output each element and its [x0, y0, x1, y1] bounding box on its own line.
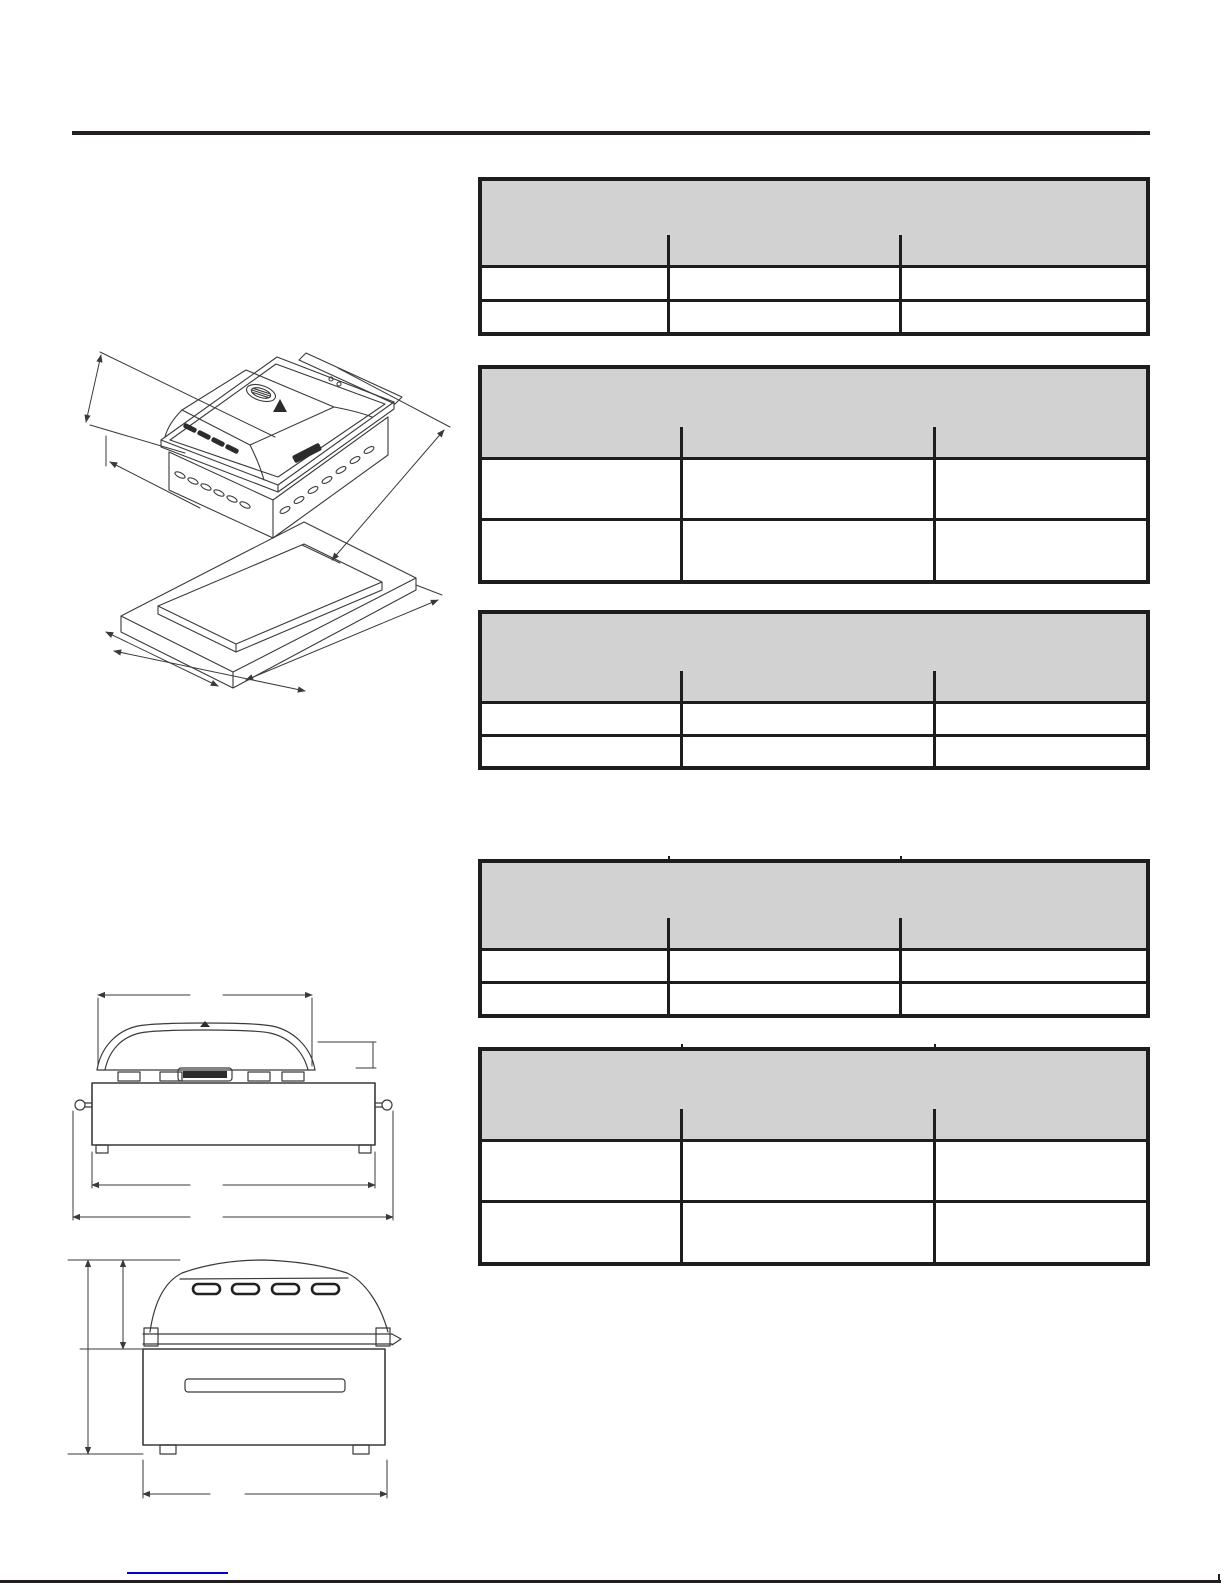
table-cell — [936, 521, 1146, 580]
front-view-drawing — [60, 980, 400, 1242]
table-row — [482, 268, 1146, 302]
table-header-text — [482, 181, 1146, 265]
screw-icon — [337, 382, 341, 386]
lid-apex-mark — [200, 1021, 210, 1027]
header-column-divider — [680, 671, 683, 701]
table-cell — [902, 951, 1146, 981]
table-row — [482, 460, 1146, 521]
oval-vent-cap-icon — [244, 381, 277, 405]
table-cell — [936, 704, 1146, 734]
bottom-rule-end-tick — [1218, 1574, 1220, 1580]
table-cell — [482, 704, 683, 734]
handle-slot — [185, 1379, 345, 1392]
table-cell — [482, 737, 683, 766]
table-header-text — [482, 614, 1146, 701]
dimension-lines — [73, 1111, 393, 1220]
table-cell — [936, 1142, 1146, 1200]
flange-band — [143, 1328, 401, 1346]
table-header — [482, 369, 1146, 460]
feet — [160, 1445, 369, 1454]
table-cell — [902, 984, 1146, 1014]
grill-lid — [165, 370, 372, 480]
table-cell — [683, 704, 936, 734]
lid-profile — [150, 1260, 388, 1332]
table-cell — [936, 737, 1146, 766]
table-cell — [902, 268, 1146, 299]
column-tick-mark — [681, 1044, 683, 1051]
spec-table-4 — [478, 859, 1150, 1018]
table-row — [482, 951, 1146, 984]
lid-dome — [97, 1021, 315, 1070]
handle — [183, 1071, 227, 1078]
header-column-divider — [933, 671, 936, 701]
spec-table-5 — [478, 1047, 1150, 1266]
table-cell — [936, 460, 1146, 518]
table-cell — [670, 302, 902, 332]
lid-vent-slots — [193, 1284, 339, 1294]
table-cell — [683, 1203, 936, 1262]
column-tick-mark — [900, 856, 902, 863]
table-cell — [670, 984, 902, 1014]
side-spout — [392, 1334, 401, 1345]
table-cell — [482, 1203, 683, 1262]
table-header — [482, 181, 1146, 268]
lid-vent-slots — [183, 423, 240, 455]
table-cell — [936, 1203, 1146, 1262]
table-header-text — [482, 1051, 1146, 1139]
table-row — [482, 984, 1146, 1014]
header-column-divider — [680, 427, 683, 457]
spec-table-1 — [478, 177, 1150, 336]
footer-link[interactable] — [127, 1572, 228, 1574]
table-cell — [482, 302, 670, 332]
table-cell — [683, 1142, 936, 1200]
table-row — [482, 521, 1146, 580]
column-tick-mark — [668, 856, 670, 863]
table-cell — [482, 268, 670, 299]
grill-body — [143, 1349, 385, 1445]
table-header — [482, 863, 1146, 951]
table-row — [482, 737, 1146, 766]
header-column-divider — [667, 918, 670, 948]
table-cell — [482, 460, 683, 518]
isometric-cutout-drawing — [70, 333, 455, 695]
table-header-text — [482, 863, 1146, 948]
table-cell — [683, 737, 936, 766]
feet — [96, 1145, 371, 1153]
table-cell — [482, 521, 683, 580]
lid-height-dimension — [318, 1042, 376, 1068]
table-header — [482, 1051, 1146, 1142]
table-cell — [482, 984, 670, 1014]
header-column-divider — [667, 235, 670, 265]
cutout-frame — [121, 522, 416, 688]
table-header-text — [482, 369, 1146, 457]
table-cell — [482, 1142, 683, 1200]
vent-slot-icon — [174, 445, 375, 515]
side-view-drawing — [60, 1232, 405, 1532]
side-knobs — [75, 1100, 392, 1110]
header-column-divider — [933, 427, 936, 457]
table-row — [482, 1203, 1146, 1262]
spec-table-2 — [478, 365, 1150, 584]
header-column-divider — [899, 918, 902, 948]
top-rule — [72, 131, 1150, 135]
table-row — [482, 1142, 1146, 1203]
table-cell — [670, 951, 902, 981]
spec-table-3 — [478, 610, 1150, 770]
table-cell — [670, 268, 902, 299]
header-column-divider — [933, 1109, 936, 1139]
nameplate — [292, 443, 322, 464]
grill-body — [92, 1083, 375, 1145]
header-column-divider — [680, 1109, 683, 1139]
table-cell — [683, 460, 936, 518]
table-cell — [683, 521, 936, 580]
table-row — [482, 704, 1146, 737]
table-header — [482, 614, 1146, 704]
table-cell — [482, 951, 670, 981]
warning-triangle-icon — [273, 399, 287, 412]
table-row — [482, 302, 1146, 332]
table-cell — [902, 302, 1146, 332]
column-tick-mark — [934, 1044, 936, 1051]
header-column-divider — [899, 235, 902, 265]
bottom-rule — [0, 1580, 1221, 1583]
